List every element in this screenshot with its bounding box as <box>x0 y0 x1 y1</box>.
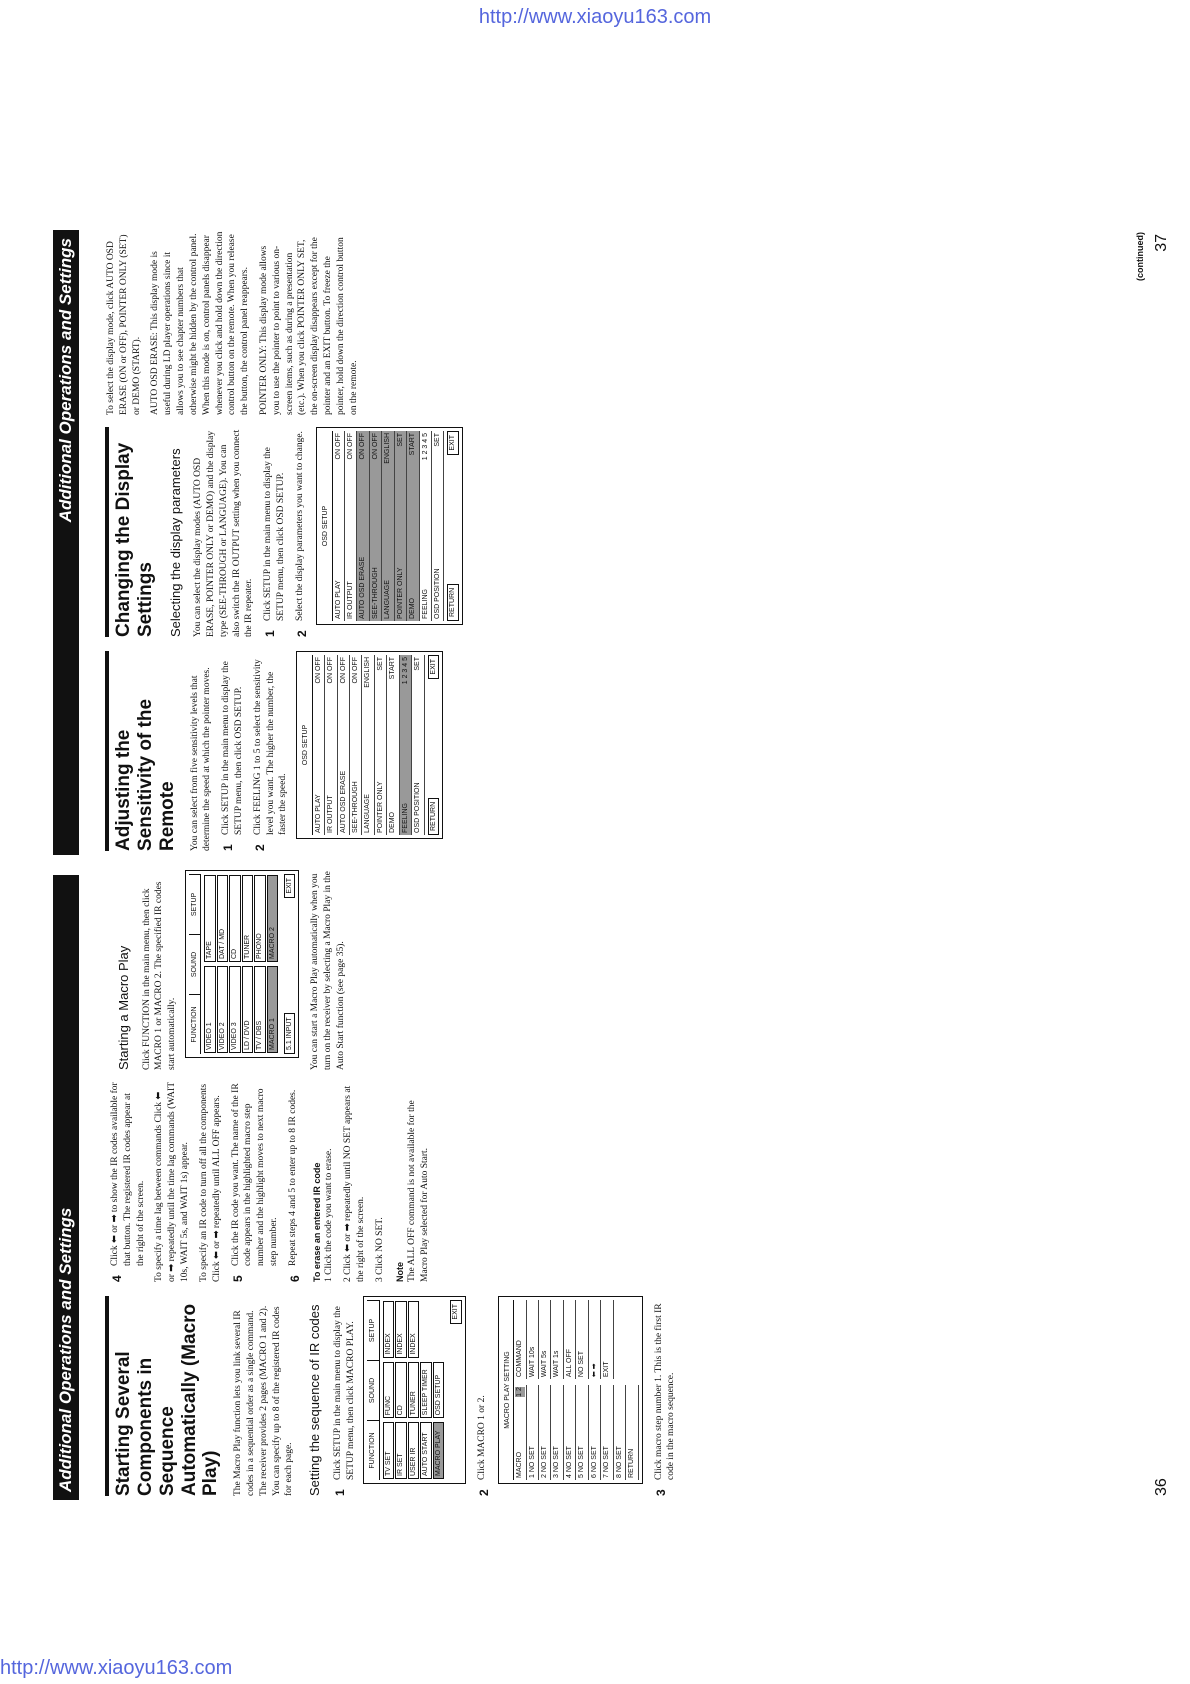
setup-cell[interactable]: USER IR <box>408 1422 419 1479</box>
osd-row: IR OUTPUT ON OFF <box>345 431 357 621</box>
osd-row: DEMO START <box>407 431 419 621</box>
setup-cell[interactable]: TV SET <box>383 1422 394 1479</box>
left-col-3 <box>105 870 354 1070</box>
tab-function[interactable]: FUNCTION <box>189 994 200 1054</box>
display-mode-bullet: To select the display mode, click AUTO OSD ERASE (ON or OFF), POINTER ONLY (SET) or DEMO (START). <box>106 234 142 415</box>
function-item[interactable]: VIDEO 3 <box>229 966 240 1053</box>
section-bar-right: Additional Operations and Settings <box>53 230 79 855</box>
erase-heading: To erase an entered IR code <box>311 1162 322 1282</box>
setup-grid <box>380 1300 447 1480</box>
macro-step-row[interactable]: 3 NO SET <box>551 1385 563 1480</box>
step-4 <box>109 1082 147 1282</box>
step-number: 3 <box>653 1489 668 1496</box>
display-settings-title: Changing the Display Settings <box>105 427 157 637</box>
function-menu-screen <box>185 870 300 1058</box>
function-item-macro-2[interactable]: MACRO 2 <box>267 875 278 962</box>
command-item[interactable]: WAIT 1s <box>551 1300 563 1379</box>
setup-cell-macro-play[interactable]: MACRO PLAY <box>433 1422 444 1479</box>
osd-row: OSD POSITION SET <box>432 431 444 621</box>
erase-step: 1 Click the code you want to erase. <box>324 1148 335 1282</box>
command-item[interactable]: WAIT 10s <box>527 1300 539 1379</box>
osd-row: AUTO PLAY ON OFF <box>313 655 325 835</box>
right-col-2 <box>105 427 473 637</box>
setup-cell[interactable]: IR SET <box>395 1422 406 1479</box>
macro-step-row[interactable]: 2 NO SET <box>539 1385 551 1480</box>
osd-bottom <box>447 431 458 621</box>
exit-button[interactable]: EXIT <box>450 1300 461 1324</box>
scanned-manual-spread <box>45 220 1175 1510</box>
setup-tabs <box>367 1300 379 1480</box>
function-item[interactable]: VIDEO 1 <box>204 966 215 1053</box>
step-2 <box>476 1296 492 1496</box>
osd-bottom <box>428 655 439 835</box>
step-number: 1 <box>332 1489 347 1496</box>
display-params-subhead: Selecting the display parameters <box>167 448 183 637</box>
osd-row: AUTO OSD ERASE ON OFF <box>338 655 350 835</box>
function-tabs <box>189 874 201 1054</box>
tab-sound[interactable]: SOUND <box>189 934 200 994</box>
osd-row: SEE-THROUGH ON OFF <box>350 655 362 835</box>
osd-row: LANGUAGE ENGLISH <box>362 655 374 835</box>
osd-title: OSD SETUP <box>300 655 312 835</box>
sequence-subhead: Setting the sequence of IR codes <box>307 1304 323 1496</box>
osd-row: OSD POSITION SET <box>412 655 424 835</box>
step-number: 1 <box>221 844 236 851</box>
continued-label: (continued) <box>1135 232 1145 281</box>
left-col-2 <box>105 1082 438 1282</box>
setup-cell[interactable]: SLEEP TIMER <box>420 1362 431 1419</box>
setup-cell[interactable]: OSD SETUP <box>433 1362 444 1419</box>
step-text: Select the display parameters you want to change. <box>294 431 305 621</box>
step-number: 1 <box>263 630 278 637</box>
page-37 <box>45 220 1175 865</box>
osd-row: FEELING 1 2 3 4 5 <box>420 431 432 621</box>
exit-button[interactable]: EXIT <box>447 431 458 455</box>
macro-intro: The Macro Play function lets you link several IR codes in a sequential order as a single command. The receiver provides 2 pages (MACRO 1 and 2). You can specify up to 8 of the registered IR codes for each page. <box>233 1305 295 1496</box>
macro-header: MACRO 1 2 <box>514 1385 526 1480</box>
page-36 <box>45 865 1175 1510</box>
function-item-macro-1[interactable]: MACRO 1 <box>267 966 278 1053</box>
setup-cell[interactable]: AUTO START <box>420 1422 431 1479</box>
macro-play-title: Starting Several Components in Sequence Automatically (Macro Play) <box>105 1296 222 1496</box>
right-col-3 <box>105 230 366 415</box>
step-5 <box>230 1082 281 1282</box>
left-col-1 <box>105 1296 684 1496</box>
return-button[interactable]: RETURN <box>447 584 458 621</box>
command-item[interactable]: NO SET <box>576 1300 588 1379</box>
osd-title: OSD SETUP <box>320 431 332 621</box>
step-number: 2 <box>252 844 267 851</box>
setup-cell[interactable]: INDEX <box>383 1301 394 1358</box>
osd-row-feeling: FEELING 1 2 3 4 5 <box>400 655 412 835</box>
macro-screen-body <box>514 1300 638 1480</box>
osd-row: DEMO START <box>387 655 399 835</box>
step-number: 6 <box>287 1275 302 1282</box>
macro-setting-screen-1 <box>498 1296 643 1484</box>
macro-step-row[interactable]: 4 NO SET <box>564 1385 576 1480</box>
erase-step: 3 Click NO SET. <box>374 1217 385 1282</box>
section-bar-left: Additional Operations and Settings <box>53 875 79 1500</box>
pointer-only-text: POINTER ONLY: This display mode allows you to use the pointer to point to various on-screen items, such as during a presentation (etc.). When you click POINTER ONLY SET, the on-screen display disappears except for the pointer and an EXIT button. To freeze the pointer, hold down the direction control button on the remote. <box>258 237 359 415</box>
osd-row: IR OUTPUT ON OFF <box>325 655 337 835</box>
note-text: The ALL OFF command is not available for the Macro Play selected for Auto Start. <box>407 1100 431 1282</box>
macro-step-row[interactable]: 6 NO SET <box>589 1385 601 1480</box>
step-text: Click SETUP in the main menu to display the SETUP menu, then click OSD SETUP. <box>221 661 244 835</box>
step-2 <box>252 651 290 851</box>
setup-menu-screen <box>363 1296 465 1484</box>
step-number: 2 <box>294 630 309 637</box>
osd-row: SEE-THROUGH ON OFF <box>370 431 382 621</box>
function-item[interactable]: DAT / MD <box>217 875 228 962</box>
step-3 <box>653 1296 679 1496</box>
step-1 <box>262 427 288 637</box>
macro-screen-title: MACRO PLAY SETTING <box>502 1300 514 1480</box>
step-text: Repeat steps 4 and 5 to enter up to 8 IR codes. <box>287 1089 298 1266</box>
osd-setup-screen-1 <box>296 651 443 839</box>
step-text: Click the IR code you want. The name of the IR code appears in the highlighted macro step number and the highlight moves to next macro step number. <box>230 1083 279 1266</box>
tab-setup[interactable]: SETUP <box>189 874 200 934</box>
exit-button[interactable]: EXIT <box>428 655 439 679</box>
step-2 <box>294 427 310 637</box>
footer-url[interactable]: http://www.xiaoyu163.com <box>0 1657 233 1679</box>
setup-bottom <box>450 1300 461 1480</box>
rotated-content <box>45 220 1175 1510</box>
erase-step: 2 Click ⬅ or ➡ repeatedly until NO SET appears at the right of the screen. <box>342 1085 366 1282</box>
macro-steps <box>514 1385 638 1480</box>
step-text: Click ⬅ or ➡ to show the IR codes available for that button. The registered IR codes appear at the right of the screen. <box>110 1082 146 1266</box>
step-number: 4 <box>110 1275 124 1282</box>
osd-row: AUTO PLAY ON OFF <box>333 431 345 621</box>
page-number-36: 36 <box>1153 1478 1170 1496</box>
function-item[interactable]: LD / DVD <box>242 966 253 1053</box>
return-button[interactable]: RETURN <box>428 798 439 835</box>
osd-row: POINTER ONLY SET <box>395 431 407 621</box>
setup-cell[interactable]: FUNC <box>383 1362 394 1419</box>
return-button[interactable]: RETURN <box>626 1385 638 1480</box>
tab-function[interactable]: FUNCTION <box>367 1420 378 1480</box>
osd-row: AUTO OSD ERASE ON OFF <box>357 431 369 621</box>
osd-setup-screen-2 <box>316 427 463 625</box>
step-1 <box>220 651 246 851</box>
sensitivity-intro: You can select from five sensitivity levels that determine the speed at which the pointer moves. <box>189 667 213 851</box>
auto-osd-erase-text: AUTO OSD ERASE: This display mode is useful during LD player operations since it allows you to see chapter numbers that otherwise might be hidden by the control panel. When this mode is on, control panels disappear whenever you click and hold down the direction control button on the remote. When you release the button, the control panel reappears. <box>150 231 251 415</box>
bullet: To specify an IR code to turn off all the components Click ⬅ or ➡ repeatedly until ALL OFF appears. <box>198 1083 222 1282</box>
function-grid <box>201 874 281 1054</box>
setup-cell-empty <box>420 1301 431 1358</box>
step-number: 2 <box>476 1489 491 1496</box>
macro-step-row[interactable]: 1 NO SET <box>527 1385 539 1480</box>
setup-cell[interactable]: INDEX <box>395 1301 406 1358</box>
exit-button[interactable]: EXIT <box>284 874 295 898</box>
osd-row: POINTER ONLY SET <box>375 655 387 835</box>
arrow-buttons[interactable]: ⬅ ➡ <box>589 1300 601 1379</box>
step-text: Click FEELING 1 to 5 to select the sensitivity level you want. The higher the number, the faster the speed. <box>252 659 289 835</box>
auto-start-text: You can start a Macro Play automatically when you turn on the receiver by selecting a Macro Play in the Auto Start function (see page 35). <box>310 871 347 1070</box>
setup-cell[interactable]: INDEX <box>408 1301 419 1358</box>
macro-step-row[interactable]: 7 NO SET <box>601 1385 613 1480</box>
command-item[interactable]: ALL OFF <box>564 1300 576 1379</box>
input-button[interactable]: 5.1 INPUT <box>284 1013 295 1054</box>
function-item[interactable]: CD <box>229 875 240 962</box>
step-number: 5 <box>230 1275 245 1282</box>
step-text: Click SETUP in the main menu to display the SETUP menu, then click OSD SETUP. <box>263 447 287 621</box>
function-bottom <box>284 874 295 1054</box>
right-col-1 <box>105 651 453 851</box>
bullet: To specify a time lag between commands Click ⬅ or ➡ repeatedly until the time lag commands (WAIT 10s, WAIT 5s, and WAIT 1s) appear. <box>154 1082 191 1282</box>
function-item[interactable]: TAPE <box>204 875 215 962</box>
start-macro-subhead: Starting a Macro Play <box>116 945 131 1070</box>
setup-cell[interactable]: CD <box>395 1362 406 1419</box>
macro-step-row[interactable]: 8 NO SET <box>614 1385 626 1480</box>
page-number-37: 37 <box>1153 234 1170 252</box>
header-url[interactable]: http://www.xiaoyu163.com <box>478 6 712 28</box>
macro-pages[interactable]: 1 2 <box>516 1387 524 1397</box>
setup-cell[interactable]: TUNER <box>408 1362 419 1419</box>
step-text: Click MACRO 1 or 2. <box>476 1395 487 1480</box>
function-item[interactable]: TV / DBS <box>254 966 265 1053</box>
exit-button[interactable]: EXIT <box>601 1300 613 1379</box>
macro-step-row[interactable]: 5 NO SET <box>576 1385 588 1480</box>
macro-commands: COMMAND WAIT 10s WAIT 5s WAIT 1s ALL OFF NO SET ⬅ ➡ EXIT <box>514 1300 638 1379</box>
step-1 <box>332 1296 358 1496</box>
sensitivity-title: Adjusting the Sensitivity of the Remote <box>105 651 179 851</box>
function-item[interactable]: VIDEO 2 <box>217 966 228 1053</box>
step-6 <box>287 1082 303 1282</box>
display-intro: You can select the display modes (AUTO OSD ERASE, POINTER ONLY or DEMO) and the display type (SEE-THROUGH or LANGUAGE). You can also switch the IR OUTPUT setting when you connect the IR repeater. <box>193 429 255 637</box>
tab-sound[interactable]: SOUND <box>367 1360 378 1420</box>
function-item[interactable]: TUNER <box>242 875 253 962</box>
tab-setup[interactable]: SETUP <box>367 1300 378 1360</box>
command-item[interactable]: WAIT 5s <box>539 1300 551 1379</box>
step-text: Click macro step number 1. This is the first IR code in the macro sequence. <box>653 1303 677 1480</box>
start-text: Click FUNCTION in the main menu, then click MACRO 1 or MACRO 2. The specified IR codes start automatically. <box>141 881 178 1070</box>
osd-row: LANGUAGE ENGLISH <box>382 431 394 621</box>
function-item[interactable]: PHONO <box>254 875 265 962</box>
setup-cell-empty <box>433 1301 444 1358</box>
note-heading: Note <box>395 1262 406 1282</box>
step-text: Click SETUP in the main menu to display the SETUP menu, then click MACRO PLAY. <box>332 1306 356 1480</box>
